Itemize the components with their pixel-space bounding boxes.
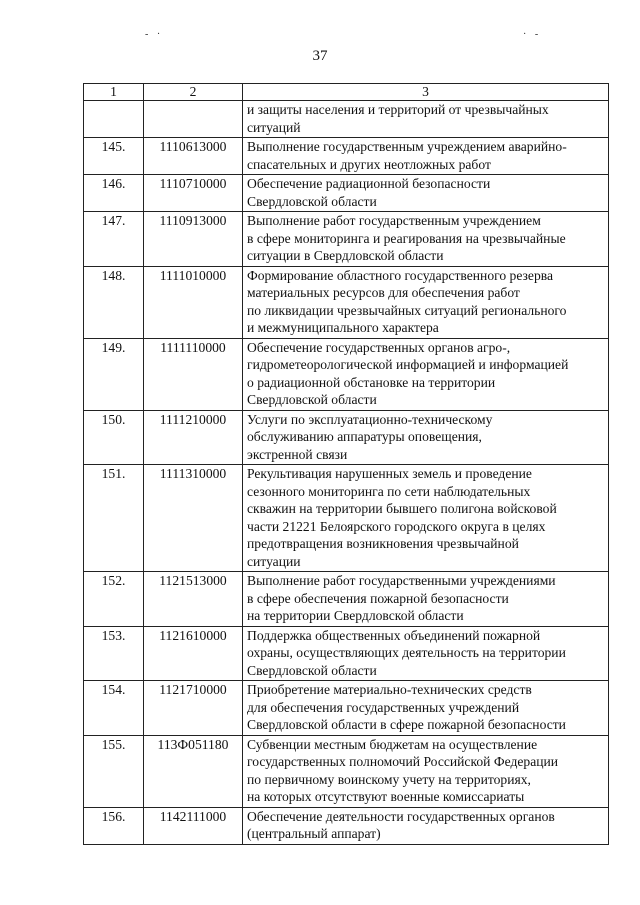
row-description: Выполнение работ государственным учреждением в сфере мониторинга и реагирования на чрезвычайные ситуации в Свердловской области bbox=[243, 212, 609, 267]
row-number: 148. bbox=[84, 266, 144, 338]
row-code: 1142111000 bbox=[144, 807, 243, 844]
row-code: 1111210000 bbox=[144, 410, 243, 465]
table-row bbox=[84, 338, 609, 410]
row-description: Обеспечение государственных органов агро-, гидрометеорологической информацией и информацией о радиационной обстановке на территории Свердловской области bbox=[243, 338, 609, 410]
row-code: 1110710000 bbox=[144, 175, 243, 212]
row-number: 156. bbox=[84, 807, 144, 844]
row-number bbox=[84, 101, 144, 138]
scan-mark-right: · - bbox=[523, 29, 542, 40]
page-number: 37 bbox=[312, 48, 328, 64]
table-row bbox=[84, 681, 609, 736]
row-description: Формирование областного государственного резерва материальных ресурсов для обеспечения работ по ликвидации чрезвычайных ситуаций регионального и межмуниципального характера bbox=[243, 266, 609, 338]
table-row bbox=[84, 735, 609, 807]
row-description: Приобретение материально-технических средств для обеспечения государственных учреждений Свердловской области в сфере пожарной безопасности bbox=[243, 681, 609, 736]
table-row bbox=[84, 572, 609, 627]
scan-mark-left: - · bbox=[145, 29, 164, 40]
table-body bbox=[84, 101, 609, 845]
row-description: Поддержка общественных объединений пожарной охраны, осуществляющих деятельность на территории Свердловской области bbox=[243, 626, 609, 681]
row-number: 151. bbox=[84, 465, 144, 572]
table-row bbox=[84, 410, 609, 465]
row-code: 1110613000 bbox=[144, 138, 243, 175]
row-description: Выполнение работ государственными учреждениями в сфере обеспечения пожарной безопасности на территории Свердловской области bbox=[243, 572, 609, 627]
budget-code-table bbox=[83, 83, 609, 845]
row-number: 155. bbox=[84, 735, 144, 807]
row-number: 152. bbox=[84, 572, 144, 627]
row-number: 145. bbox=[84, 138, 144, 175]
table-row bbox=[84, 266, 609, 338]
row-description: Обеспечение радиационной безопасности Свердловской области bbox=[243, 175, 609, 212]
header-col-2: 2 bbox=[144, 84, 243, 101]
row-description: Выполнение государственным учреждением аварийно- спасательных и других неотложных работ bbox=[243, 138, 609, 175]
table-row bbox=[84, 101, 609, 138]
row-number: 149. bbox=[84, 338, 144, 410]
row-description: и защиты населения и территорий от чрезвычайных ситуаций bbox=[243, 101, 609, 138]
table-row bbox=[84, 465, 609, 572]
header-row bbox=[84, 84, 609, 101]
row-code: 113Ф051180 bbox=[144, 735, 243, 807]
table-row bbox=[84, 138, 609, 175]
row-description: Услуги по эксплуатационно-техническому обслуживанию аппаратуры оповещения, экстренной связи bbox=[243, 410, 609, 465]
row-number: 146. bbox=[84, 175, 144, 212]
row-description: Рекультивация нарушенных земель и проведение сезонного мониторинга по сети наблюдательных скважин на территории бывшего полигона войсковой части 21221 Белоярского городского округа в целях предотвращения возникновения чрезвычайной ситуации bbox=[243, 465, 609, 572]
header-col-3: 3 bbox=[243, 84, 609, 101]
table-row bbox=[84, 175, 609, 212]
table-row bbox=[84, 212, 609, 267]
table-row bbox=[84, 807, 609, 844]
row-code: 1110913000 bbox=[144, 212, 243, 267]
table-row bbox=[84, 626, 609, 681]
row-code: 1111310000 bbox=[144, 465, 243, 572]
row-code: 1111010000 bbox=[144, 266, 243, 338]
row-code: 1121710000 bbox=[144, 681, 243, 736]
row-code: 1121610000 bbox=[144, 626, 243, 681]
table-header bbox=[84, 84, 609, 101]
row-number: 153. bbox=[84, 626, 144, 681]
header-col-1: 1 bbox=[84, 84, 144, 101]
row-number: 147. bbox=[84, 212, 144, 267]
row-description: Обеспечение деятельности государственных органов (центральный аппарат) bbox=[243, 807, 609, 844]
row-code: 1111110000 bbox=[144, 338, 243, 410]
row-number: 150. bbox=[84, 410, 144, 465]
row-number: 154. bbox=[84, 681, 144, 736]
row-code bbox=[144, 101, 243, 138]
row-code: 1121513000 bbox=[144, 572, 243, 627]
row-description: Субвенции местным бюджетам на осуществление государственных полномочий Российской Федерации по первичному воинскому учету на территориях, на которых отсутствуют военные комиссариаты bbox=[243, 735, 609, 807]
